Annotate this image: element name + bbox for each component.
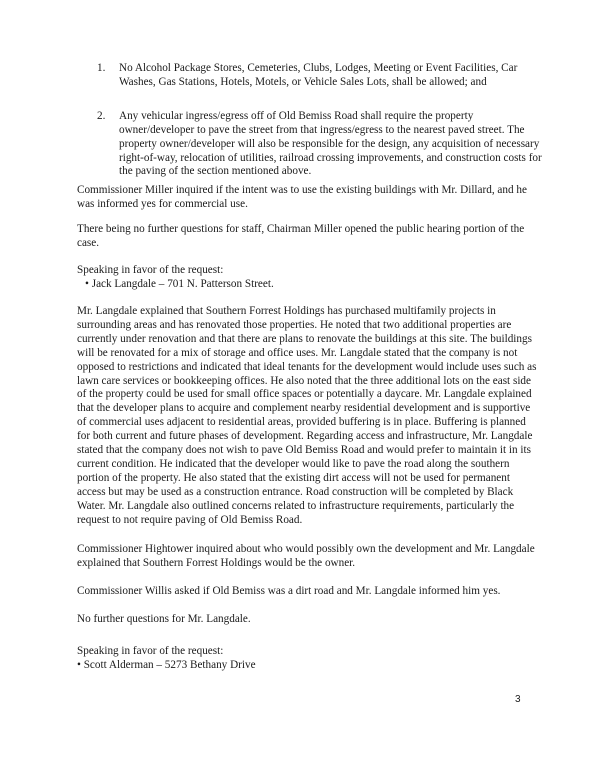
paragraph-no-further: No further questions for Mr. Langdale. [77, 613, 251, 625]
paragraph-hightower-question: Commissioner Hightower inquired about who would possibly own the development and Mr. Langdale explained that Southern Forrest Holdings would be the owner. [77, 543, 535, 569]
paragraph-hearing-opened: There being no further questions for staff, Chairman Miller opened the public hearing portion of the case. [77, 223, 525, 249]
page-number: 3 [515, 694, 521, 705]
favor-heading: Speaking in favor of the request: [77, 264, 224, 276]
conditions-list [97, 62, 547, 199]
favor-speaker: • Jack Langdale – 701 N. Patterson Street. [85, 277, 274, 290]
favor-speaker: • Scott Alderman – 5273 Bethany Drive [77, 658, 256, 671]
condition-number: 2. [97, 109, 106, 122]
condition-item [97, 62, 547, 90]
paragraph-willis-question: Commissioner Willis asked if Old Bemiss was a dirt road and Mr. Langdale informed him yes. [77, 585, 501, 597]
paragraph-miller-question: Commissioner Miller inquired if the intent was to use the existing buildings with Mr. Dillard, and he was informed yes for commercial use. [77, 184, 527, 210]
favor-section-1 [77, 264, 539, 292]
condition-item [97, 109, 547, 180]
condition-text: Any vehicular ingress/egress off of Old Bemiss Road shall require the property owner/developer to pave the street from that ingress/egress to the nearest paved street. The property owner/developer will also be responsible for the design, any acquisition of necessary right-of-way, relocation of utilities, railroad crossing improvements, and construction costs for the paving of the section mentioned above. [119, 109, 542, 178]
paragraph-langdale-statement: Mr. Langdale explained that Southern Forrest Holdings has purchased multifamily projects in surrounding areas and has renovated those properties. He noted that two additional properties are currently under renovation and that there are plans to renovate the buildings at this site. The buildings will be renovated for a mix of storage and office uses. Mr. Langdale stated that the company is not opposed to restrictions and indicated that ideal tenants for the development would include uses such as lawn care services or bookkeeping offices. He also noted that the three additional lots on the east side of the property could be used for small office spaces or potentially a daycare. Mr. Langdale explained that the developer plans to acquire and complement nearby residential development and is supportive of commercial uses adjacent to residential areas, provided buffering is in place. Buffering is planned for both current and future phases of development. Regarding access and infrastructure, Mr. Langdale stated that the company does not wish to pave Old Bemiss Road and would prefer to maintain it in its current condition. He indicated that the developer would like to pave the road along the southern portion of the property. He also stated that the existing dirt access will not be used for permanent access but may be used as a construction entrance. Road construction will be completed by Black Water. Mr. Langdale also outlined concerns related to infrastructure requirements, particularly the request to not require paving of Old Bemiss Road. [77, 305, 537, 526]
favor-section-2 [77, 645, 539, 673]
condition-text: No Alcohol Package Stores, Cemeteries, Clubs, Lodges, Meeting or Event Facilities, Car Washes, Gas Stations, Hotels, Motels, or Vehicle Sales Lots, shall be allowed; and [119, 62, 518, 88]
favor-heading: Speaking in favor of the request: [77, 645, 224, 657]
condition-number: 1. [97, 62, 106, 74]
